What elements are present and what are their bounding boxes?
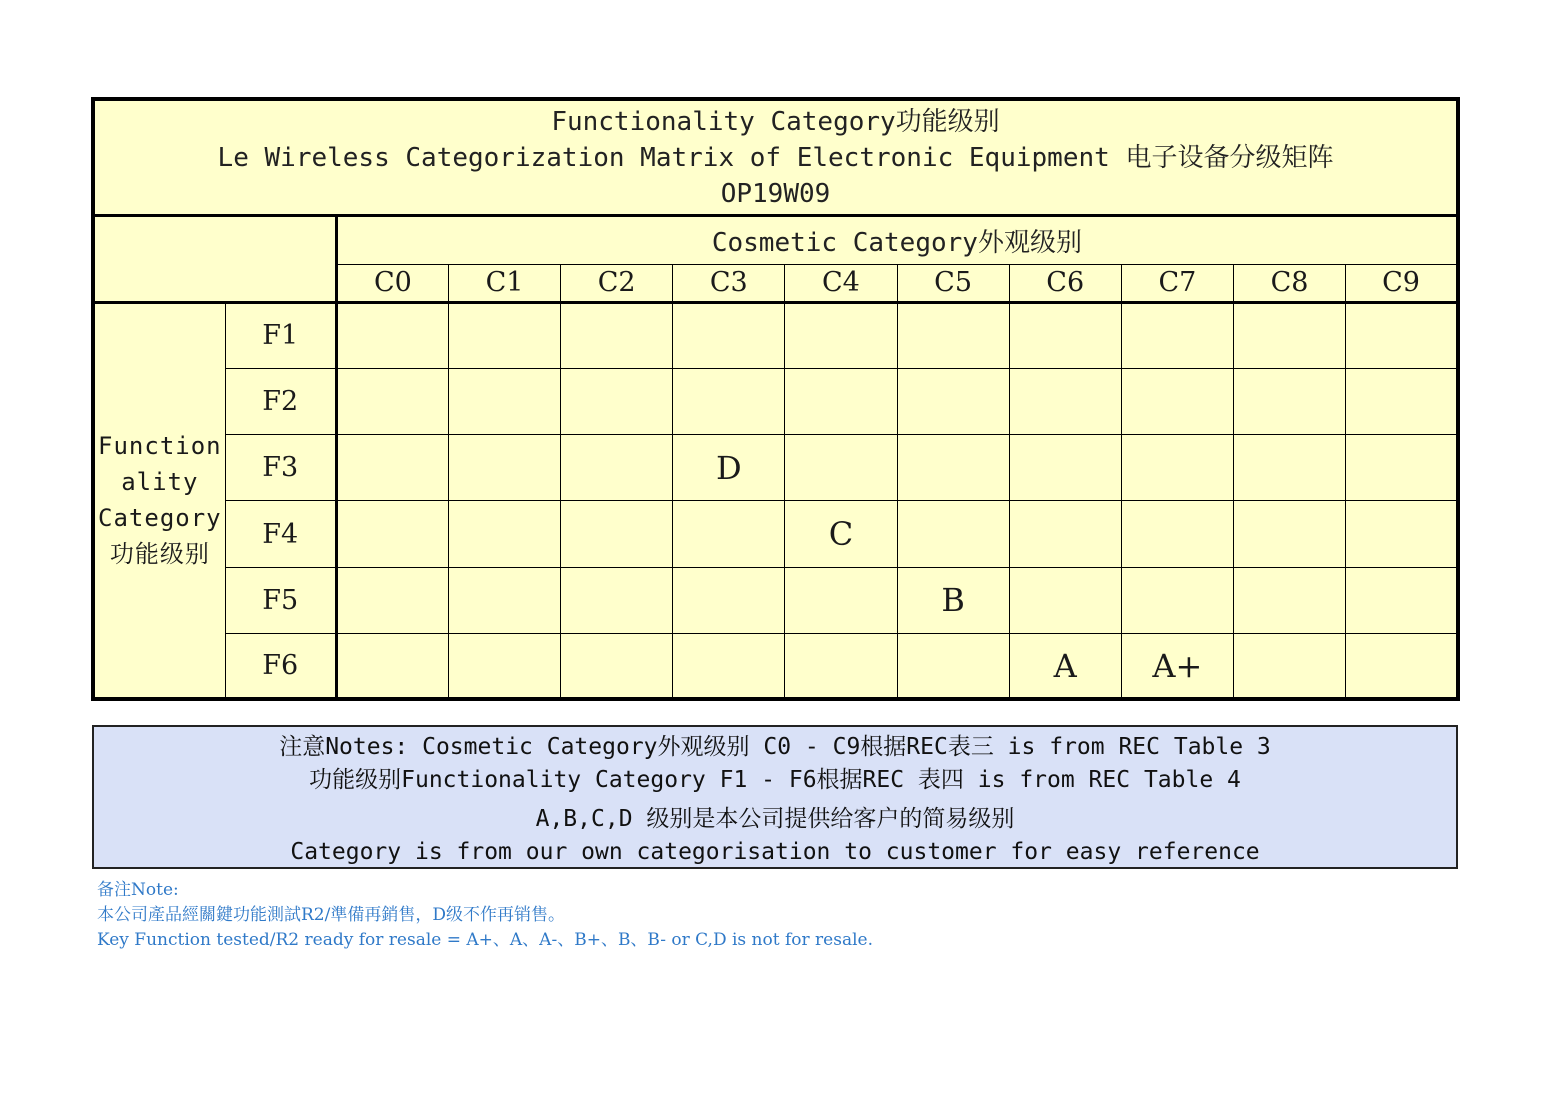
grade-cell xyxy=(1233,302,1345,368)
grade-cell xyxy=(1346,435,1458,501)
grade-cell xyxy=(1121,567,1233,633)
column-header-c3: C3 xyxy=(673,265,785,302)
grade-cell: A+ xyxy=(1121,634,1233,699)
grade-cell xyxy=(448,567,560,633)
grade-cell xyxy=(336,501,448,567)
column-header-c7: C7 xyxy=(1121,265,1233,302)
grade-cell xyxy=(1233,435,1345,501)
notes-line-3: A,B,C,D 级别是本公司提供给客户的简易级别 xyxy=(535,806,1015,832)
grade-cell xyxy=(1121,368,1233,434)
grade-cell xyxy=(448,435,560,501)
functionality-category-label xyxy=(93,302,225,699)
notes-line-1: 注意Notes: Cosmetic Category外观级别 C0 - C9根据REC表三 is from REC Table 3 xyxy=(279,734,1271,760)
title-line-2: Le Wireless Categorization Matrix of Electronic Equipment 电子设备分级矩阵 xyxy=(217,142,1334,173)
notes-box xyxy=(92,725,1458,869)
row-header-f1: F1 xyxy=(225,302,336,368)
grade-cell xyxy=(336,368,448,434)
row-header-f5: F5 xyxy=(225,567,336,633)
grade-cell: C xyxy=(785,501,897,567)
grade-cell xyxy=(561,501,673,567)
grade-cell xyxy=(1233,567,1345,633)
grade-cell xyxy=(897,302,1009,368)
remarks-chinese: 本公司產品經關鍵功能測試R2/準備再銷售，D级不作再销售。 xyxy=(97,905,565,925)
functionality-label-line3: Category xyxy=(98,504,222,533)
grade-cell xyxy=(1121,302,1233,368)
grade-cell xyxy=(336,634,448,699)
column-header-c4: C4 xyxy=(785,265,897,302)
grade-cell xyxy=(897,634,1009,699)
grade-cell xyxy=(1009,302,1121,368)
grade-cell xyxy=(1009,567,1121,633)
column-header-c1: C1 xyxy=(448,265,560,302)
grade-cell xyxy=(448,302,560,368)
remarks-english: Key Function tested/R2 ready for resale = A+、A、A-、B+、B、B- or C,D is not for resale. xyxy=(97,930,873,950)
grade-cell xyxy=(1346,302,1458,368)
grade-cell xyxy=(336,302,448,368)
grade-cell xyxy=(785,368,897,434)
grade-cell xyxy=(561,435,673,501)
grade-cell xyxy=(1233,634,1345,699)
row-header-f3: F3 xyxy=(225,435,336,501)
grade-cell xyxy=(1346,501,1458,567)
grade-cell xyxy=(1009,368,1121,434)
matrix-row-f4 xyxy=(93,501,1458,567)
grade-cell xyxy=(336,567,448,633)
grade-cell: D xyxy=(673,435,785,501)
matrix-title xyxy=(93,99,1458,216)
grade-cell xyxy=(673,368,785,434)
grade-cell xyxy=(785,435,897,501)
grade-cell xyxy=(448,501,560,567)
grade-cell xyxy=(673,567,785,633)
grade-cell xyxy=(897,368,1009,434)
row-header-f2: F2 xyxy=(225,368,336,434)
notes-line-4: Category is from our own categorisation to customer for easy reference xyxy=(290,839,1260,865)
remarks-heading: 备注Note: xyxy=(97,880,179,900)
grade-cell xyxy=(1009,435,1121,501)
column-header-c2: C2 xyxy=(561,265,673,302)
grade-cell xyxy=(785,567,897,633)
column-header-c0: C0 xyxy=(336,265,448,302)
grade-cell xyxy=(561,634,673,699)
column-header-c9: C9 xyxy=(1346,265,1458,302)
grade-cell xyxy=(448,634,560,699)
grade-cell xyxy=(785,302,897,368)
column-header-c6: C6 xyxy=(1009,265,1121,302)
grade-cell xyxy=(673,634,785,699)
matrix-row-f5 xyxy=(93,567,1458,633)
grade-cell xyxy=(448,368,560,434)
grade-cell xyxy=(1233,368,1345,434)
corner-cell xyxy=(93,216,336,302)
matrix-row-f2 xyxy=(93,368,1458,434)
grade-cell xyxy=(673,501,785,567)
matrix-row-f3 xyxy=(93,435,1458,501)
grade-cell xyxy=(336,435,448,501)
functionality-label-line2: ality xyxy=(121,468,199,497)
functionality-label-line1: Function xyxy=(98,432,222,461)
matrix-row-f1 xyxy=(93,302,1458,368)
grade-cell xyxy=(561,302,673,368)
functionality-label-line4: 功能级别 xyxy=(109,540,210,569)
row-header-f4: F4 xyxy=(225,501,336,567)
grade-cell xyxy=(1121,501,1233,567)
grade-cell xyxy=(897,435,1009,501)
grade-cell xyxy=(561,567,673,633)
row-header-f6: F6 xyxy=(225,634,336,699)
grade-cell xyxy=(673,302,785,368)
grade-cell xyxy=(1233,501,1345,567)
grade-cell xyxy=(1121,435,1233,501)
column-header-c5: C5 xyxy=(897,265,1009,302)
matrix-row-f6 xyxy=(93,634,1458,699)
categorization-matrix xyxy=(91,97,1460,701)
grade-cell xyxy=(1346,634,1458,699)
grade-cell xyxy=(1346,567,1458,633)
grade-cell: B xyxy=(897,567,1009,633)
column-header-c8: C8 xyxy=(1233,265,1345,302)
grade-cell xyxy=(1346,368,1458,434)
grade-cell xyxy=(1009,501,1121,567)
remarks xyxy=(97,878,873,953)
grade-cell xyxy=(897,501,1009,567)
title-line-3: OP19W09 xyxy=(720,178,831,209)
grade-cell xyxy=(785,634,897,699)
grade-cell xyxy=(561,368,673,434)
notes-line-2: 功能级别Functionality Category F1 - F6根据REC 表四 is from REC Table 4 xyxy=(309,767,1241,793)
title-line-1: Functionality Category功能级别 xyxy=(551,106,1000,137)
grade-cell: A xyxy=(1009,634,1121,699)
cosmetic-category-header: Cosmetic Category外观级别 xyxy=(336,216,1458,265)
